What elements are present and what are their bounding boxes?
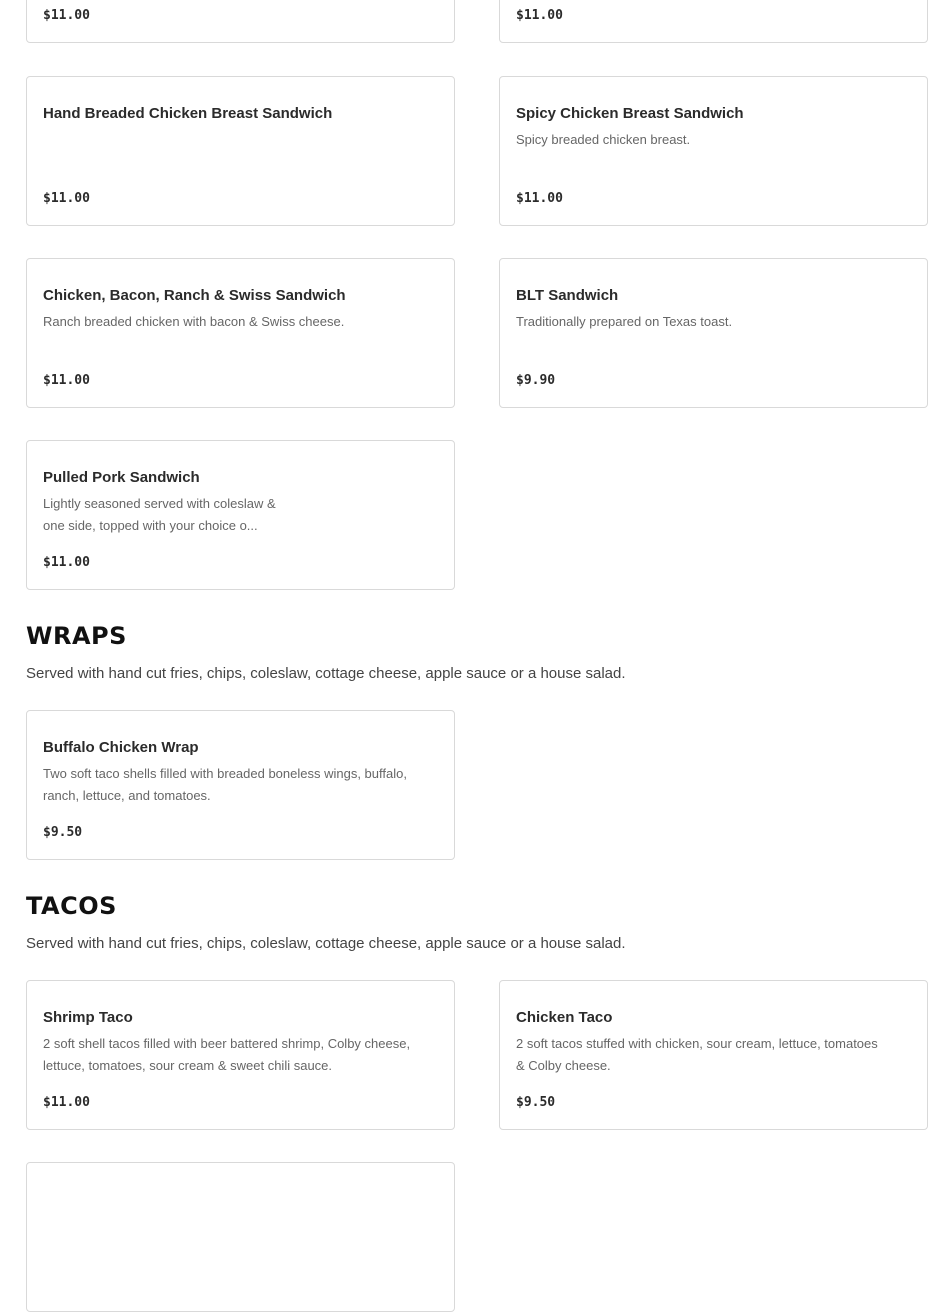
menu-item-price: $11.00 [43,8,90,23]
menu-item-card[interactable] [26,76,455,226]
menu-item-card[interactable] [499,980,928,1130]
menu-item-description: Spicy breaded chicken breast. [516,132,691,147]
menu-item-name: Spicy Chicken Breast Sandwich [516,105,744,122]
menu-item-price: $9.50 [516,1095,556,1110]
menu-item-name: Chicken, Bacon, Ranch & Swiss Sandwich [43,287,346,304]
section-subtitle-tacos: Served with hand cut fries, chips, coleslaw, cottage cheese, apple sauce or a house salad. [26,935,626,952]
section-title-tacos: TACOS [26,892,117,920]
menu-item-price: $9.90 [516,373,556,388]
menu-item-name: BLT Sandwich [516,287,619,304]
menu-item-card[interactable] [26,258,455,408]
menu-item-card[interactable] [26,0,455,43]
menu-item-description: Traditionally prepared on Texas toast. [516,314,733,329]
menu-item-description: 2 soft tacos stuffed with chicken, sour cream, lettuce, tomatoes & Colby cheese. [516,1036,878,1073]
menu-item-card[interactable] [26,1162,455,1312]
menu-item-card[interactable] [26,710,455,860]
menu-item-card[interactable] [499,76,928,226]
menu-item-name: Buffalo Chicken Wrap [43,739,199,756]
menu-item-card[interactable] [499,258,928,408]
menu-item-price: $11.00 [516,191,563,206]
menu-item-price: $11.00 [516,8,563,23]
menu-item-name: Shrimp Taco [43,1009,133,1026]
menu-item-description: Two soft taco shells filled with breaded boneless wings, buffalo, ranch, lettuce, and tomatoes. [43,766,407,803]
menu-item-description: Ranch breaded chicken with bacon & Swiss cheese. [43,314,345,329]
menu-item-name: Pulled Pork Sandwich [43,469,200,486]
menu-item-card[interactable] [499,0,928,43]
menu-item-name: Hand Breaded Chicken Breast Sandwich [43,105,333,122]
menu-item-name: Chicken Taco [516,1009,613,1026]
menu-item-description: Lightly seasoned served with coleslaw & one side, topped with your choice o... [43,496,276,533]
menu-item-card[interactable] [26,980,455,1130]
section-title-wraps: WRAPS [26,622,127,650]
menu-item-price: $11.00 [43,1095,90,1110]
section-subtitle-wraps: Served with hand cut fries, chips, coleslaw, cottage cheese, apple sauce or a house salad. [26,665,626,682]
menu-item-price: $11.00 [43,373,90,388]
menu-item-price: $9.50 [43,825,83,840]
menu-item-card[interactable] [26,440,455,590]
menu-item-description: 2 soft shell tacos filled with beer battered shrimp, Colby cheese, lettuce, tomatoes, sour cream & sweet chili sauce. [43,1036,411,1073]
menu-item-price: $11.00 [43,555,90,570]
menu-item-price: $11.00 [43,191,90,206]
